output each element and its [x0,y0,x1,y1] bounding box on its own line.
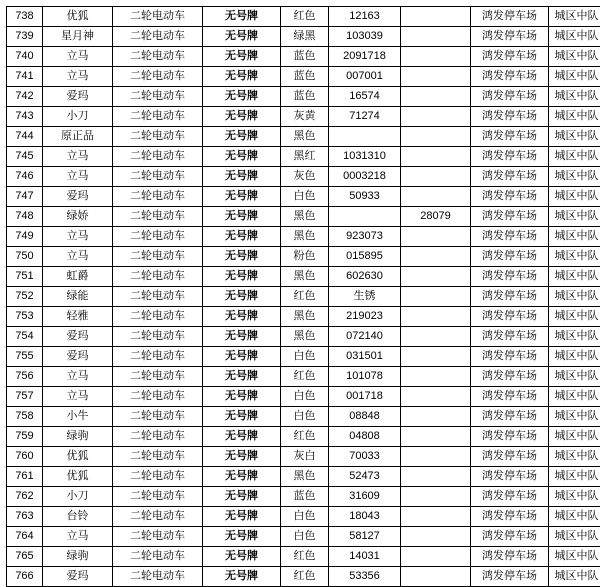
cell-plate: 无号牌 [203,307,281,327]
cell-idx: 765 [7,547,43,567]
cell-place: 鸿发停车场 [471,347,549,367]
cell-plate: 无号牌 [203,527,281,547]
cell-idx: 759 [7,427,43,447]
cell-color: 白色 [281,187,329,207]
cell-extra [401,347,471,367]
cell-idx: 748 [7,207,43,227]
table-row [7,127,600,147]
table-row [7,227,600,247]
cell-color: 白色 [281,387,329,407]
table-row [7,367,600,387]
cell-plate: 无号牌 [203,147,281,167]
cell-extra [401,87,471,107]
cell-brand: 立马 [43,247,113,267]
cell-extra [401,447,471,467]
cell-idx: 755 [7,347,43,367]
cell-extra [401,27,471,47]
cell-idx: 754 [7,327,43,347]
cell-plate: 无号牌 [203,47,281,67]
cell-color: 蓝色 [281,87,329,107]
table-row [7,67,600,87]
cell-brand: 优狐 [43,467,113,487]
cell-code: 58127 [329,527,401,547]
cell-extra [401,127,471,147]
cell-code: 53356 [329,567,401,587]
cell-color: 灰白 [281,447,329,467]
cell-brand: 立马 [43,67,113,87]
table-row [7,507,600,527]
cell-unit: 城区中队 [549,347,600,367]
cell-brand: 星月神 [43,27,113,47]
cell-unit: 城区中队 [549,487,600,507]
cell-place: 鸿发停车场 [471,27,549,47]
cell-unit: 城区中队 [549,387,600,407]
cell-code: 1031310 [329,147,401,167]
cell-unit: 城区中队 [549,307,600,327]
cell-place: 鸿发停车场 [471,167,549,187]
cell-type: 二轮电动车 [113,507,203,527]
cell-idx: 746 [7,167,43,187]
cell-place: 鸿发停车场 [471,387,549,407]
cell-type: 二轮电动车 [113,427,203,447]
cell-unit: 城区中队 [549,127,600,147]
cell-type: 二轮电动车 [113,407,203,427]
cell-place: 鸿发停车场 [471,127,549,147]
cell-plate: 无号牌 [203,287,281,307]
cell-brand: 优狐 [43,7,113,27]
cell-unit: 城区中队 [549,207,600,227]
cell-place: 鸿发停车场 [471,327,549,347]
table-row [7,567,600,587]
cell-type: 二轮电动车 [113,367,203,387]
cell-code: 0003218 [329,167,401,187]
cell-extra [401,307,471,327]
cell-color: 红色 [281,427,329,447]
cell-type: 二轮电动车 [113,547,203,567]
cell-place: 鸿发停车场 [471,447,549,467]
cell-place: 鸿发停车场 [471,467,549,487]
cell-plate: 无号牌 [203,187,281,207]
cell-type: 二轮电动车 [113,247,203,267]
cell-unit: 城区中队 [549,367,600,387]
cell-idx: 750 [7,247,43,267]
table-row [7,547,600,567]
cell-place: 鸿发停车场 [471,367,549,387]
cell-type: 二轮电动车 [113,127,203,147]
cell-color: 白色 [281,407,329,427]
cell-place: 鸿发停车场 [471,207,549,227]
cell-extra [401,507,471,527]
cell-unit: 城区中队 [549,227,600,247]
cell-brand: 立马 [43,47,113,67]
cell-unit: 城区中队 [549,567,600,587]
table-row [7,327,600,347]
cell-extra [401,467,471,487]
cell-extra [401,567,471,587]
cell-plate: 无号牌 [203,247,281,267]
cell-idx: 752 [7,287,43,307]
cell-unit: 城区中队 [549,107,600,127]
cell-idx: 757 [7,387,43,407]
cell-color: 粉色 [281,247,329,267]
table-row [7,307,600,327]
cell-place: 鸿发停车场 [471,147,549,167]
table-row [7,467,600,487]
cell-color: 白色 [281,527,329,547]
cell-code: 103039 [329,27,401,47]
cell-code: 04808 [329,427,401,447]
cell-idx: 745 [7,147,43,167]
cell-brand: 立马 [43,527,113,547]
cell-code: 08848 [329,407,401,427]
cell-unit: 城区中队 [549,187,600,207]
cell-type: 二轮电动车 [113,187,203,207]
cell-unit: 城区中队 [549,447,600,467]
cell-type: 二轮电动车 [113,347,203,367]
cell-idx: 766 [7,567,43,587]
cell-idx: 744 [7,127,43,147]
cell-code: 71274 [329,107,401,127]
cell-code: 101078 [329,367,401,387]
cell-idx: 763 [7,507,43,527]
cell-color: 红色 [281,367,329,387]
cell-plate: 无号牌 [203,387,281,407]
cell-unit: 城区中队 [549,167,600,187]
cell-code: 602630 [329,267,401,287]
cell-type: 二轮电动车 [113,287,203,307]
cell-plate: 无号牌 [203,207,281,227]
cell-extra [401,227,471,247]
table-row [7,407,600,427]
cell-place: 鸿发停车场 [471,267,549,287]
cell-code: 16574 [329,87,401,107]
table-row [7,347,600,367]
cell-unit: 城区中队 [549,507,600,527]
cell-unit: 城区中队 [549,407,600,427]
cell-place: 鸿发停车场 [471,507,549,527]
cell-type: 二轮电动车 [113,47,203,67]
cell-idx: 740 [7,47,43,67]
cell-type: 二轮电动车 [113,267,203,287]
cell-brand: 爱玛 [43,567,113,587]
cell-unit: 城区中队 [549,47,600,67]
cell-unit: 城区中队 [549,467,600,487]
cell-idx: 742 [7,87,43,107]
cell-unit: 城区中队 [549,27,600,47]
cell-plate: 无号牌 [203,7,281,27]
cell-place: 鸿发停车场 [471,187,549,207]
cell-color: 黑色 [281,127,329,147]
cell-code: 219023 [329,307,401,327]
cell-plate: 无号牌 [203,327,281,347]
table-row [7,167,600,187]
cell-unit: 城区中队 [549,67,600,87]
table-row [7,447,600,467]
table-body [7,7,600,587]
cell-code [329,207,401,227]
cell-idx: 756 [7,367,43,387]
cell-brand: 绿娇 [43,207,113,227]
cell-plate: 无号牌 [203,487,281,507]
cell-color: 黑色 [281,227,329,247]
cell-brand: 小刀 [43,107,113,127]
cell-type: 二轮电动车 [113,307,203,327]
cell-place: 鸿发停车场 [471,87,549,107]
cell-plate: 无号牌 [203,547,281,567]
cell-place: 鸿发停车场 [471,107,549,127]
cell-place: 鸿发停车场 [471,547,549,567]
cell-unit: 城区中队 [549,547,600,567]
cell-brand: 绿驹 [43,547,113,567]
cell-color: 黑色 [281,207,329,227]
table-row [7,87,600,107]
cell-idx: 747 [7,187,43,207]
cell-extra [401,187,471,207]
cell-plate: 无号牌 [203,367,281,387]
cell-brand: 立马 [43,227,113,247]
cell-color: 蓝色 [281,487,329,507]
table-row [7,107,600,127]
cell-unit: 城区中队 [549,287,600,307]
cell-unit: 城区中队 [549,327,600,347]
cell-brand: 爱玛 [43,347,113,367]
table-row [7,147,600,167]
cell-place: 鸿发停车场 [471,567,549,587]
cell-extra [401,367,471,387]
cell-code: 31609 [329,487,401,507]
cell-brand: 优狐 [43,447,113,467]
cell-plate: 无号牌 [203,67,281,87]
cell-brand: 绿能 [43,287,113,307]
cell-extra [401,487,471,507]
cell-type: 二轮电动车 [113,387,203,407]
cell-extra [401,107,471,127]
cell-code: 015895 [329,247,401,267]
cell-color: 白色 [281,507,329,527]
cell-idx: 762 [7,487,43,507]
cell-place: 鸿发停车场 [471,67,549,87]
cell-brand: 小牛 [43,407,113,427]
cell-color: 黑色 [281,467,329,487]
cell-brand: 台铃 [43,507,113,527]
cell-idx: 743 [7,107,43,127]
cell-extra [401,327,471,347]
cell-type: 二轮电动车 [113,227,203,247]
cell-extra [401,247,471,267]
cell-extra [401,387,471,407]
cell-plate: 无号牌 [203,107,281,127]
cell-place: 鸿发停车场 [471,47,549,67]
cell-brand: 立马 [43,167,113,187]
cell-plate: 无号牌 [203,427,281,447]
table-row [7,487,600,507]
cell-place: 鸿发停车场 [471,487,549,507]
cell-color: 红色 [281,547,329,567]
cell-brand: 爱玛 [43,327,113,347]
cell-code: 50933 [329,187,401,207]
cell-color: 黑红 [281,147,329,167]
table-row [7,7,600,27]
cell-idx: 758 [7,407,43,427]
cell-plate: 无号牌 [203,347,281,367]
cell-idx: 738 [7,7,43,27]
cell-unit: 城区中队 [549,267,600,287]
cell-plate: 无号牌 [203,567,281,587]
cell-type: 二轮电动车 [113,7,203,27]
cell-color: 红色 [281,567,329,587]
table-row [7,27,600,47]
cell-place: 鸿发停车场 [471,407,549,427]
cell-extra [401,527,471,547]
cell-brand: 立马 [43,367,113,387]
cell-brand: 绿驹 [43,427,113,447]
cell-color: 黑色 [281,327,329,347]
cell-color: 红色 [281,287,329,307]
table-row [7,287,600,307]
cell-place: 鸿发停车场 [471,247,549,267]
table-row [7,387,600,407]
cell-plate: 无号牌 [203,507,281,527]
cell-brand: 爱玛 [43,87,113,107]
cell-plate: 无号牌 [203,267,281,287]
cell-extra [401,47,471,67]
cell-code: 072140 [329,327,401,347]
cell-brand: 立马 [43,147,113,167]
cell-type: 二轮电动车 [113,487,203,507]
cell-plate: 无号牌 [203,407,281,427]
cell-color: 灰色 [281,167,329,187]
cell-place: 鸿发停车场 [471,7,549,27]
cell-place: 鸿发停车场 [471,427,549,447]
cell-idx: 751 [7,267,43,287]
cell-code: 14031 [329,547,401,567]
cell-color: 蓝色 [281,47,329,67]
cell-type: 二轮电动车 [113,467,203,487]
cell-place: 鸿发停车场 [471,287,549,307]
cell-idx: 739 [7,27,43,47]
cell-type: 二轮电动车 [113,567,203,587]
cell-brand: 原正品 [43,127,113,147]
cell-code: 007001 [329,67,401,87]
cell-type: 二轮电动车 [113,167,203,187]
cell-code: 生锈 [329,287,401,307]
cell-type: 二轮电动车 [113,67,203,87]
table-row [7,527,600,547]
table-row [7,207,600,227]
cell-unit: 城区中队 [549,147,600,167]
cell-code: 001718 [329,387,401,407]
cell-idx: 760 [7,447,43,467]
cell-place: 鸿发停车场 [471,527,549,547]
cell-color: 蓝色 [281,67,329,87]
cell-plate: 无号牌 [203,467,281,487]
cell-type: 二轮电动车 [113,207,203,227]
table-row [7,267,600,287]
cell-idx: 761 [7,467,43,487]
cell-code: 52473 [329,467,401,487]
vehicle-registry-table [6,6,600,587]
cell-code: 923073 [329,227,401,247]
cell-unit: 城区中队 [549,527,600,547]
cell-code: 70033 [329,447,401,467]
cell-plate: 无号牌 [203,447,281,467]
cell-code: 031501 [329,347,401,367]
cell-extra [401,267,471,287]
cell-code [329,127,401,147]
cell-type: 二轮电动车 [113,447,203,467]
cell-brand: 轻雅 [43,307,113,327]
cell-type: 二轮电动车 [113,327,203,347]
cell-plate: 无号牌 [203,227,281,247]
cell-color: 红色 [281,7,329,27]
cell-brand: 立马 [43,387,113,407]
cell-color: 黑色 [281,267,329,287]
table-row [7,427,600,447]
table-row [7,187,600,207]
cell-place: 鸿发停车场 [471,307,549,327]
cell-plate: 无号牌 [203,127,281,147]
cell-extra [401,67,471,87]
cell-color: 白色 [281,347,329,367]
cell-color: 绿黑 [281,27,329,47]
cell-idx: 741 [7,67,43,87]
cell-extra [401,287,471,307]
cell-type: 二轮电动车 [113,147,203,167]
cell-extra [401,167,471,187]
cell-type: 二轮电动车 [113,107,203,127]
cell-brand: 小刀 [43,487,113,507]
cell-plate: 无号牌 [203,27,281,47]
cell-color: 灰黄 [281,107,329,127]
table-row [7,47,600,67]
cell-type: 二轮电动车 [113,27,203,47]
cell-type: 二轮电动车 [113,527,203,547]
cell-unit: 城区中队 [549,247,600,267]
cell-place: 鸿发停车场 [471,227,549,247]
cell-plate: 无号牌 [203,167,281,187]
cell-plate: 无号牌 [203,87,281,107]
table-row [7,247,600,267]
cell-extra [401,147,471,167]
cell-brand: 爱玛 [43,187,113,207]
cell-idx: 749 [7,227,43,247]
cell-brand: 虹爵 [43,267,113,287]
cell-type: 二轮电动车 [113,87,203,107]
cell-extra [401,547,471,567]
cell-extra [401,407,471,427]
cell-extra [401,427,471,447]
cell-idx: 764 [7,527,43,547]
cell-code: 2091718 [329,47,401,67]
cell-extra: 28079 [401,207,471,227]
cell-idx: 753 [7,307,43,327]
cell-unit: 城区中队 [549,7,600,27]
cell-unit: 城区中队 [549,427,600,447]
cell-code: 18043 [329,507,401,527]
cell-unit: 城区中队 [549,87,600,107]
cell-code: 12163 [329,7,401,27]
cell-color: 黑色 [281,307,329,327]
cell-extra [401,7,471,27]
